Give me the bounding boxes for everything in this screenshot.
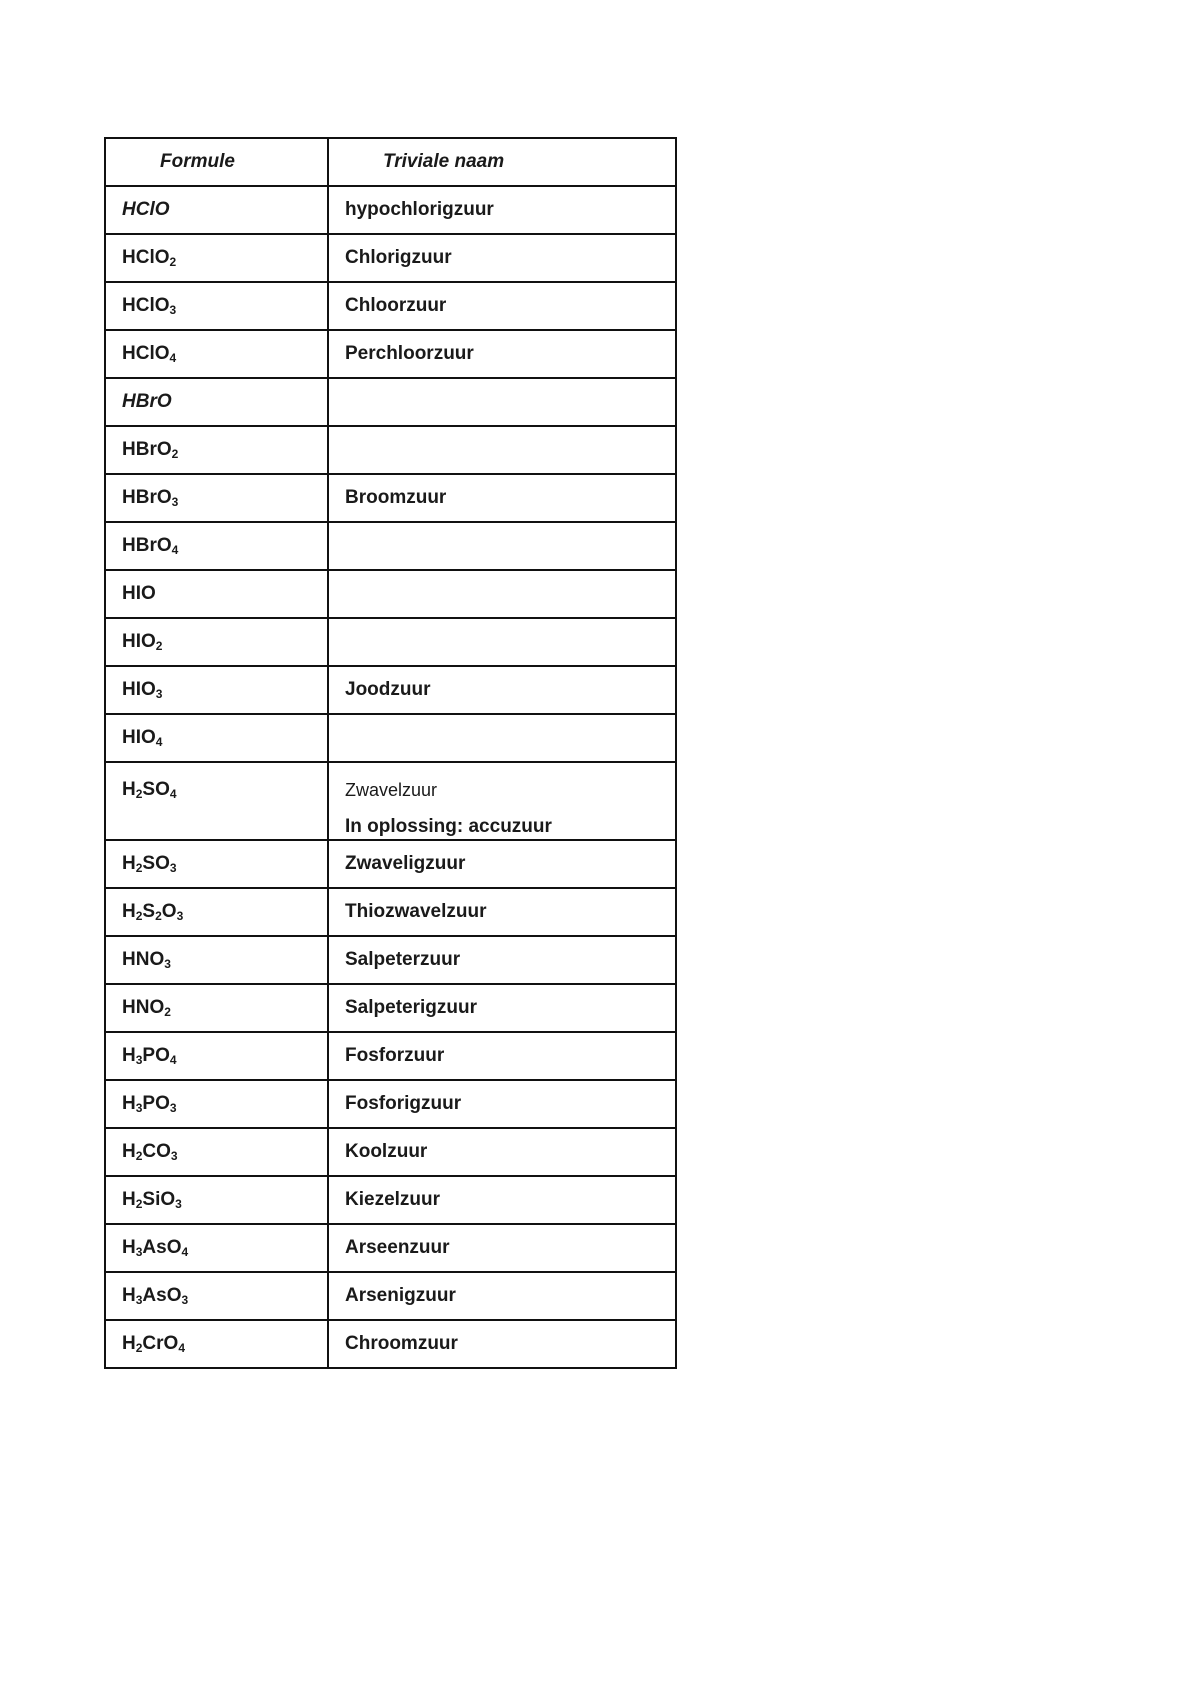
trivial-name-cell bbox=[328, 618, 676, 666]
trivial-name-cell bbox=[328, 714, 676, 762]
formula-cell: HBrO bbox=[105, 378, 328, 426]
formula-cell: $HIO_3$ bbox=[105, 666, 328, 714]
trivial-name-cell: Arseenzuur bbox=[328, 1224, 676, 1272]
trivial-name-cell: Chloorzuur bbox=[328, 282, 676, 330]
trivial-name-cell: hypochlorigzuur bbox=[328, 186, 676, 234]
acid-names-table bbox=[104, 137, 677, 1369]
trivial-name-cell: Salpeterzuur bbox=[328, 936, 676, 984]
formula-cell: $HNO_3$ bbox=[105, 936, 328, 984]
formula-cell: $H_3PO_4$ bbox=[105, 1032, 328, 1080]
formula-cell: HBrO$_3$ bbox=[105, 474, 328, 522]
formula-cell: $H_2CrO_4$ bbox=[105, 1320, 328, 1368]
table-row bbox=[105, 186, 676, 234]
formula-cell: $H_3AsO_3$ bbox=[105, 1272, 328, 1320]
table-row bbox=[105, 666, 676, 714]
formula-cell: $H_2SO_3$ bbox=[105, 840, 328, 888]
table-row bbox=[105, 1320, 676, 1368]
table-row bbox=[105, 234, 676, 282]
formula-cell: $H_3AsO_4$ bbox=[105, 1224, 328, 1272]
header-trivial-name: Triviale naam bbox=[328, 138, 676, 186]
table-row bbox=[105, 936, 676, 984]
formula-cell: $H_2SO_4$ bbox=[105, 762, 328, 840]
formula-cell: $H_2SiO_3$ bbox=[105, 1176, 328, 1224]
trivial-name-cell: Kiezelzuur bbox=[328, 1176, 676, 1224]
trivial-name-cell: Fosforzuur bbox=[328, 1032, 676, 1080]
table-row bbox=[105, 426, 676, 474]
formula-cell: HClO$_2$ bbox=[105, 234, 328, 282]
trivial-name-cell bbox=[328, 522, 676, 570]
trivial-name-cell: Koolzuur bbox=[328, 1128, 676, 1176]
trivial-name-line: Zwavelzuur bbox=[345, 780, 438, 800]
table-row bbox=[105, 378, 676, 426]
table-header-row bbox=[105, 138, 676, 186]
table-row bbox=[105, 1176, 676, 1224]
trivial-name-cell: Broomzuur bbox=[328, 474, 676, 522]
trivial-name-cell bbox=[328, 426, 676, 474]
trivial-name-cell: Zwaveligzuur bbox=[328, 840, 676, 888]
table-row bbox=[105, 570, 676, 618]
table-row bbox=[105, 618, 676, 666]
trivial-name-cell: Thiozwavelzuur bbox=[328, 888, 676, 936]
formula-cell: $HIO_4$ bbox=[105, 714, 328, 762]
table-row bbox=[105, 522, 676, 570]
formula-cell: HBrO$_4$ bbox=[105, 522, 328, 570]
table-row bbox=[105, 1032, 676, 1080]
trivial-name-cell: Perchloorzuur bbox=[328, 330, 676, 378]
trivial-name-cell: Salpeterigzuur bbox=[328, 984, 676, 1032]
trivial-name-cell: Chlorigzuur bbox=[328, 234, 676, 282]
formula-cell: $HIO_2$ bbox=[105, 618, 328, 666]
formula-cell: $H_2CO_3$ bbox=[105, 1128, 328, 1176]
trivial-name-cell bbox=[328, 570, 676, 618]
table-row bbox=[105, 282, 676, 330]
table-row bbox=[105, 888, 676, 936]
header-formula: Formule bbox=[105, 138, 328, 186]
trivial-name-cell: Chroomzuur bbox=[328, 1320, 676, 1368]
formula-cell: HIO bbox=[105, 570, 328, 618]
trivial-name-cell: Arsenigzuur bbox=[328, 1272, 676, 1320]
table-row bbox=[105, 1128, 676, 1176]
formula-cell: HBrO$_2$ bbox=[105, 426, 328, 474]
table-row bbox=[105, 984, 676, 1032]
trivial-name-cell bbox=[328, 762, 676, 840]
table-body bbox=[105, 186, 676, 1368]
trivial-name-note: In oplossing: accuzuur bbox=[345, 816, 552, 837]
formula-cell: HClO bbox=[105, 186, 328, 234]
trivial-name-cell: Joodzuur bbox=[328, 666, 676, 714]
table-row bbox=[105, 1224, 676, 1272]
table-row bbox=[105, 1272, 676, 1320]
formula-cell: HClO$_3$ bbox=[105, 282, 328, 330]
formula-cell: $H_3PO_3$ bbox=[105, 1080, 328, 1128]
formula-cell: $H_2S_2O_3$ bbox=[105, 888, 328, 936]
table-row bbox=[105, 330, 676, 378]
trivial-name-cell bbox=[328, 378, 676, 426]
table-row bbox=[105, 714, 676, 762]
table-row bbox=[105, 1080, 676, 1128]
formula-cell: $HNO_2$ bbox=[105, 984, 328, 1032]
formula-cell: HClO$_4$ bbox=[105, 330, 328, 378]
table-row bbox=[105, 840, 676, 888]
trivial-name-cell: Fosforigzuur bbox=[328, 1080, 676, 1128]
table-row bbox=[105, 762, 676, 840]
table-row bbox=[105, 474, 676, 522]
